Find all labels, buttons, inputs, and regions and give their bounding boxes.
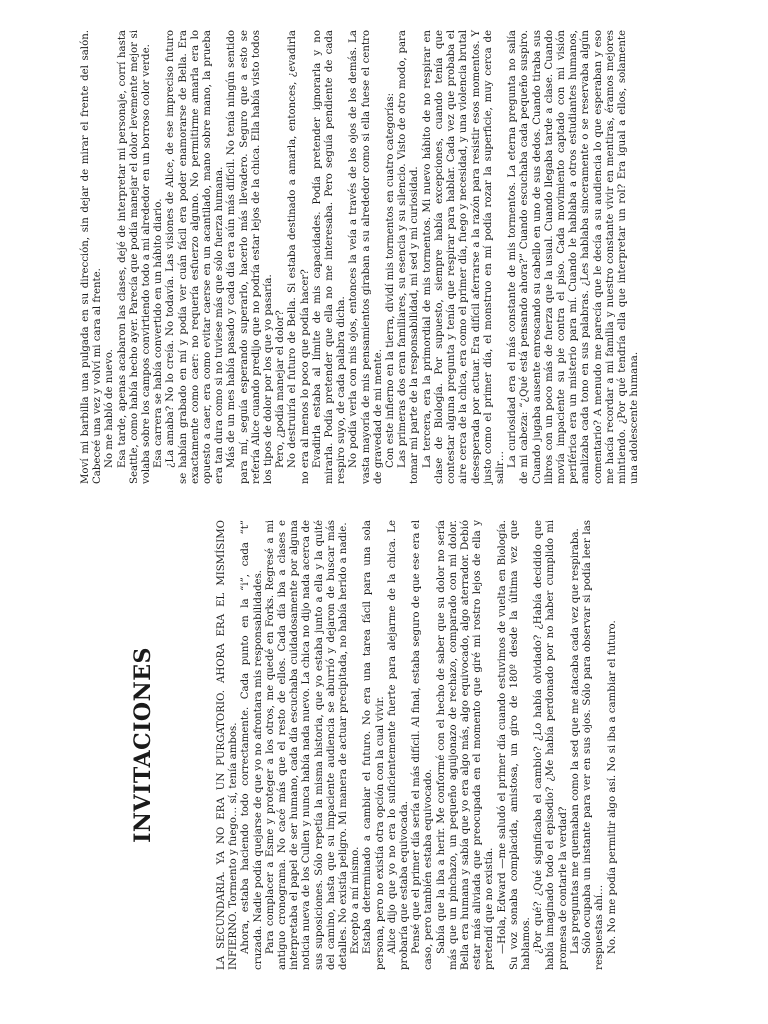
paragraph: Para complacer a Esme y proteger a los otros, me quedé en Forks. Regresé a mi antiguo cronograma. No cacé más que el resto de ellos. Cada día iba a clases e interpretaba el papel de ser humano, cada día escuchaba cuidadosamente por alguna noticia nueva de los Cullen y nunca había nada nuevo. La chica no dijo nada acerca de sus suposiciones. Sólo repetía la misma historia, que yo estaba junto a ella y la quité del camino, hasta que su impaciente audiencia se aburrió y dejaron de buscar más detalles. No existía peligro. Mi manera de actuar precipitada, no había herido a nadie. [264, 520, 350, 970]
paragraph: Moví mi barbilla una pulgada en su dirección, sin dejar de mirar el frente del salón. Cabeceé una vez y volví mi cara al frente. [80, 30, 104, 484]
paragraph: Las preguntas me quemaban como la sed que me atacaba cada vez que respiraba. [569, 528, 581, 954]
paragraph: Con este infierno en la tierra, dividí mis tormentos en cuatro categorías: [385, 92, 397, 468]
right-page [0, 18, 768, 498]
paragraph: Pero, ¿podía manejar el dolor? [275, 310, 287, 468]
paragraph: Pensé que el primer día sería el más difícil. Al final, estaba seguro de que ese era el caso, pero también estaba equivocado. [411, 520, 435, 970]
paragraph: Excepto a mí mismo. [350, 846, 362, 954]
paragraph: Sabía que la iba a herir. Me conformé con el hecho de saber que su dolor no sería más que un pinchazo, un pequeño aguijonazo de rechazo, comparado con mi dolor. Bella era humana y sabía que yo era algo más, algo equivocado, algo aterrador. Debió estar más aliviada que preocupada en el momento que giré mi rostro lejos de ella y pretendí que no existía. [435, 520, 496, 970]
paragraph: Más de un mes había pasado y cada día era aún más difícil. No tenía ningún sentido para mí, seguía esperando superarlo, hacerlo más llevadero. Seguro que a esto se refería Alice cuando predijo que no podría estar lejos de la chica. Ella había visto todos los tipos de dolor por los que yo pasaría. [226, 30, 275, 484]
paragraph: No me habló de nuevo. [104, 349, 116, 468]
paragraph: Esa carrera se había convertido en un hábito diario. [153, 198, 165, 468]
paragraph: ¿Por qué? ¿Qué significaba el cambio? ¿Lo había olvidado? ¿Había decidido que había imaginado todo el episodio? ¿Me había perdonado por no haber cumplido mi promesa de contarle la verdad? [533, 520, 569, 970]
chapter-title: INVITACIONES [130, 647, 156, 843]
paragraph: La tercera, era la primordial de mis tormentos. Mi nuevo hábito de no respirar en clase de Biología. Por supuesto, siempre había excepciones, cuando tenía que contestar alguna pregunta y tenía que respirar para hablar. Cada vez que probaba el aire cerca de la chica, era como el primer día, fuego y necesidad, y una violencia brutal desesperada por actuar. Era difícil aferrarse a la razón para resistir esos momentos. Y justo como el primer día, el monstruo en mí podía rozar la superficie, muy cerca de salir… [421, 30, 506, 484]
left-page [0, 504, 768, 984]
paragraph: LA SECUNDARIA. YA NO ERA UN PURGATORIO. AHORA ERA EL MISMÍSIMO INFIERNO. Tormento y fuego… sí, tenía ambos. [216, 520, 240, 970]
paragraph: Evadirla estaba al límite de mis capacidades. Podía pretender ignorarla y no mirarla. Podía pretender que ella no me interesaba. Pero seguía pendiente de cada respiro suyo, de cada palabra dicha. [311, 30, 348, 484]
paragraph: —Hola, Edward —me saludó el primer día cuando estuvimos de vuelta en Biología. Su voz sonaba complacida, amistosa, un giro de 180º desde la última vez que hablamos. [496, 520, 533, 970]
paragraph: Estaba determinado a cambiar el futuro. No era una tarea fácil para una sola persona, pero no existía otra opción con la cual vivir. [362, 520, 386, 970]
paragraph: La curiosidad era el más constante de mis tormentos. La eterna pregunta no salía de mi cabeza: “¿Qué está pensando ahora?” Cuando escuchaba cada pequeño suspiro. Cuando jugaba ausente enroscando su cabello en uno de sus dedos. Cuando tiraba sus libros con un poco más de fuerza que la usual. Cuando llegaba tarde a clase. Cuando movía impaciente su pie contra el piso. Cada movimiento captado con mi visión periférica era un misterio para mí. Cuando le hablaba a otros estudiantes humanos, analizaba cada tono en sus palabras. ¿Les hablaba sinceramente o se reservaba algún comentario? A menudo me parecía que le decía a su audiencia lo que esperaban y eso me hacía recordar a mi familia y nuestro constante vivir en mentiras, éramos mejores mintiendo. ¿Por qué tendría ella que interpretar un rol? Era igual a ellos, solamente una adolescente humana. [507, 30, 641, 484]
right-page-text [80, 30, 641, 484]
paragraph: Sólo ocupaba un instante para ver en sus ojos. Sólo para observar si podía leer las respuestas ahí… [582, 520, 606, 970]
paragraph: No. No me podía permitir algo así. No si iba a cambiar el futuro. [606, 620, 618, 954]
paragraph: Esa tarde, apenas acabaron las clases, dejé de interpretar mi personaje, corrí hasta Seattle, como había hecho ayer. Parecía que podía manejar el dolor levemente mejor si volaba sobre los campos convirtiendo todo a mi alrededor en un borroso color verde. [116, 30, 153, 484]
left-page-text [216, 520, 619, 970]
paragraph: Alice dijo que yo no era lo suficientemente fuerte para alejarme de la chica. Le probaría que estaba equivocada. [386, 520, 411, 970]
paragraph: Ahora, estaba haciendo todo correctamente. Cada punto en la “i”, cada “t” cruzada. Nadie podía quejarse de que yo no afrontara mis responsabilidades. [240, 520, 264, 970]
paragraph: No podía verla con mis ojos, entonces la veía a través de los ojos de los demás. La vasta mayoría de mis pensamientos giraban a su alrededor como si ella fuese el centro de gravedad de mi mente. [348, 30, 384, 484]
paragraph: ¿La amaba? No lo creía. No todavía. Las visiones de Alice, de ese impreciso futuro se habían grabado en mí y podía ver cuán fácil era poder enamorarse de Bella. Era exactamente como caer: no requería esfuerzo alguno. No permitirme amarla era lo opuesto a caer, era como evitar caerse en un acantilado, mano sobre mano, la prueba era tan dura como si no tuviese más que sólo fuerza humana. [165, 30, 226, 484]
paragraph: Las primeras dos eran familiares, su esencia y su silencio. Visto de otro modo, para tomar mi parte de la responsabilidad, mi sed y mi curiosidad. [397, 30, 421, 484]
paragraph: No destruiría el futuro de Bella. Si estaba destinado a amarla, entonces, ¿evadirla no era al menos lo poco que podía hacer? [287, 30, 311, 484]
